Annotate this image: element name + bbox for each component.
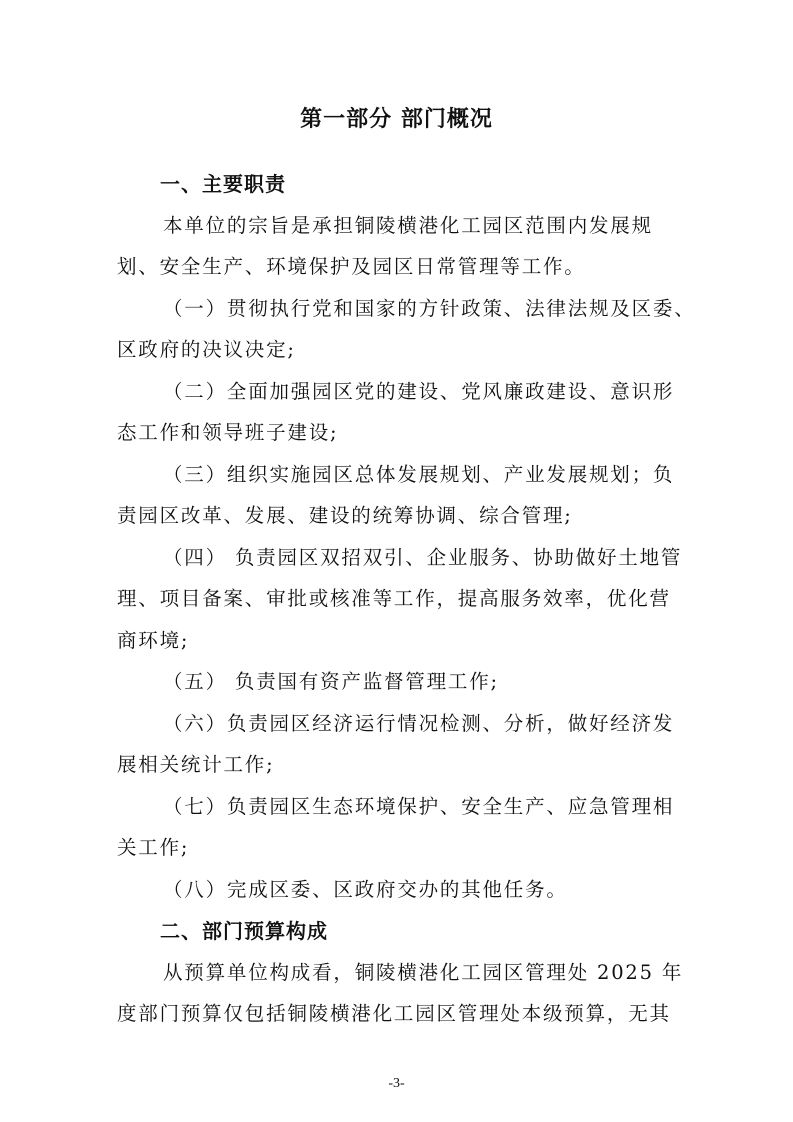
paragraph-line: 划、安全生产、环境保护及园区日常管理等工作。 xyxy=(117,255,586,278)
section-heading-budget-composition: 二、部门预算构成 xyxy=(160,919,328,943)
paragraph-line: 从预算单位构成看，铜陵横港化工园区管理处 2025 年 xyxy=(163,961,684,984)
page-title: 第一部分 部门概况 xyxy=(300,107,493,132)
paragraph-line: （二）全面加强园区党的建设、党风廉政建设、意识形 xyxy=(163,380,675,403)
paragraph-line: （五） 负责国有资产监督管理工作; xyxy=(163,670,499,693)
paragraph-line: 本单位的宗旨是承担铜陵横港化工园区范围内发展规 xyxy=(163,214,653,237)
paragraph-line: 度部门预算仅包括铜陵横港化工园区管理处本级预算，无其 xyxy=(117,1002,671,1025)
paragraph-line: 区政府的决议决定; xyxy=(117,338,296,361)
paragraph-line: 责园区改革、发展、建设的统筹协调、综合管理; xyxy=(117,504,573,527)
paragraph-line: （四） 负责园区双招双引、企业服务、协助做好土地管 xyxy=(163,546,683,569)
paragraph-line: 商环境; xyxy=(117,629,190,652)
paragraph-line: （八）完成区委、区政府交办的其他任务。 xyxy=(163,878,568,901)
paragraph-line: （三）组织实施园区总体发展规划、产业发展规划；负 xyxy=(163,463,675,486)
paragraph-line: 展相关统计工作; xyxy=(117,753,275,776)
paragraph-line: 理、项目备案、审批或核准等工作，提高服务效率，优化营 xyxy=(117,587,671,610)
paragraph-line: （一）贯彻执行党和国家的方针政策、法律法规及区委、 xyxy=(163,297,696,320)
section-heading-main-duties: 一、主要职责 xyxy=(160,172,286,196)
paragraph-line: 关工作; xyxy=(117,836,190,859)
page-number: -3- xyxy=(388,1076,405,1091)
paragraph-line: （六）负责园区经济运行情况检测、分析，做好经济发 xyxy=(163,712,675,735)
paragraph-line: 态工作和领导班子建设; xyxy=(117,421,339,444)
paragraph-line: （七）负责园区生态环境保护、安全生产、应急管理相 xyxy=(163,795,675,818)
